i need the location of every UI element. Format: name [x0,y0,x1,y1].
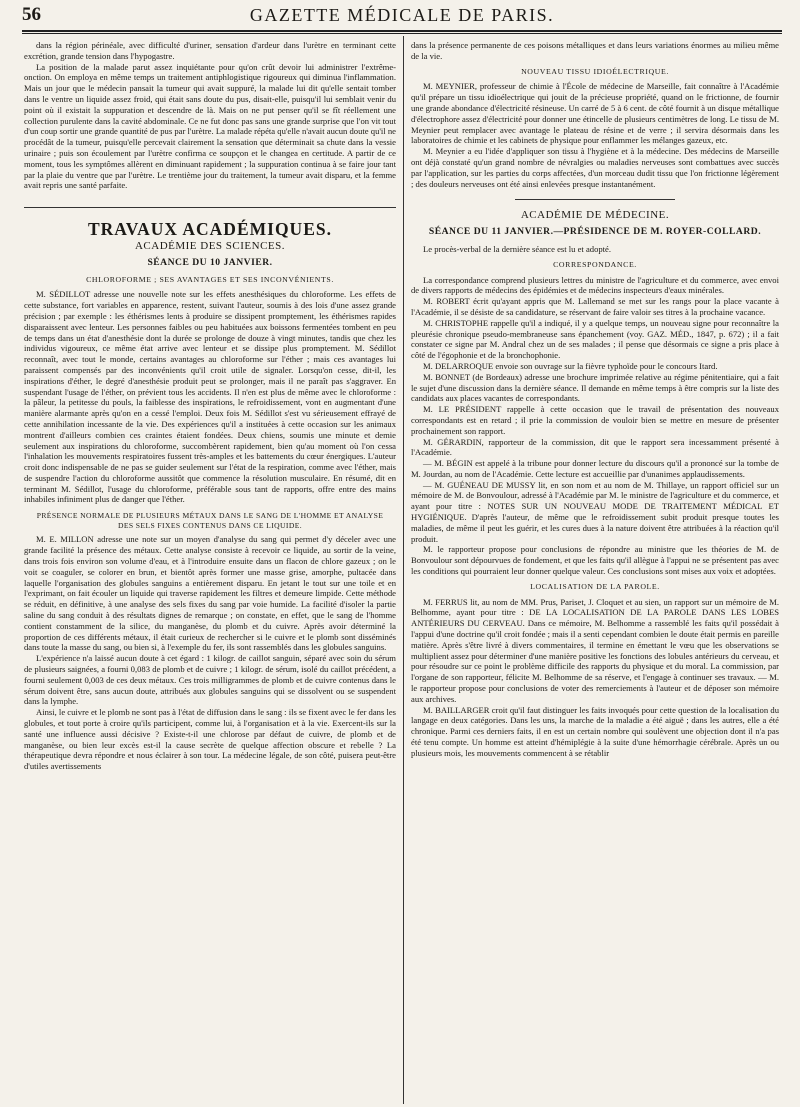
body-paragraph: M. BAILLARGER croit qu'il faut distinguer les faits invoqués pour cette question de la localisation du langage en deux catégories. Dans les uns, la marche de la maladie a été aiguë ; dans les autres, elle a été chronique. Parmi ces derniers faits, il en est un certain nombre qui soulèvent une objection dont il n'a pas été tenu compte. Un homme est atteint d'hémiplégie à la suite d'une hémorrhagie cérébrale. Après un ou plusieurs mois, les mouvements commencent à se rétablir [411,704,779,758]
body-paragraph: M. DELARROQUE envoie son ouvrage sur la fièvre typhoïde pour le concours Itard. [423,360,718,371]
page-header [22,4,782,28]
body-paragraph: L'expérience n'a laissé aucun doute à cet égard : 1 kilogr. de caillot sanguin, séparé avec soin du sérum de plusieurs saignées, a fourni 0,083 de plomb et de cuivre ; 1 kilogr. de sérum, isolé du caillot précédent, a fourni seulement 0,003 de ces deux métaux. Ces trois milligrammes de plomb et de cuivre contenus dans le sérum doivent être, sans aucun doute, attribués aux globules sanguins qui se dissolvent ou se suspendent dans la lymphe. [24,653,396,707]
body-paragraph: M. ROBERT écrit qu'ayant appris que M. Lallemand se met sur les rangs pour la place vacante à l'Académie, il se désiste de sa candidature, se réservant de faire valoir ses titres à la prochaine vacance. [411,296,779,317]
body-paragraph: dans la région périnéale, avec difficulté d'uriner, sensation d'ardeur dans l'urètre en terminant cette excrétion, grande tension dans l'hypogastre. [24,40,396,61]
topic-heading: CHLOROFORME ; SES AVANTAGES ET SES INCONVÉNIENTS. [86,274,334,284]
academy-heading: ACADÉMIE DE MÉDECINE. [520,209,670,222]
body-paragraph: M. MEYNIER, professeur de chimie à l'École de médecine de Marseille, fait connaître à l'Académie qu'il prépare un tissu idioélectrique qui jouit de la précieuse propriété, quand on le frictionne, de fournir une grande abondance d'électricité résineuse. Un carré de 5 à 6 cent. de côté fournit à un disque métallique d'électrophore assez d'électricité pour donner une étincelle de plusieurs centimètres de long. Le tissu de M. Meynier peut remplacer avec avantage le plateau de résine et de verre ; il servira désormais dans les laboratoires de chimie et les cabinets de physique pour enflammer les mélanges gazeux, etc. [411,81,779,146]
academy-heading: ACADÉMIE DES SCIENCES. [134,239,286,252]
body-paragraph: Ainsi, le cuivre et le plomb ne sont pas à l'état de diffusion dans le sang : ils se fixent avec le fer dans les globules, et tout porte à croire qu'ils participent, comme lui, à l'organisation et à la vie. Exercent-ils sur la santé une influence aussi décisive ? Existe-t-il une chlorose par défaut de cuivre, de plomb et de manganèse, ou bien leur excès est-il la cause secrète de quelque affection obscure et rebelle ? La thérapeutique devra répondre et nous éclairer à son tour. La médecine légale, de son côté, puisera peut-être d'utiles avertissements [24,707,396,772]
topic-heading-line: DES SELS FIXES CONTENUS DANS CE LIQUIDE. [117,520,303,530]
topic-heading: LOCALISATION DE LA PAROLE. [530,581,660,591]
body-paragraph: La correspondance comprend plusieurs lettres du ministre de l'agriculture et du commerce, avec envoi de divers rapports de médecins des épidémies et de médecins inspecteurs d'eaux minérales. [411,274,779,296]
body-paragraph: dans la présence permanente de ces poisons métalliques et dans leurs variations énormes au milieu même de la vie. [411,40,779,61]
topic-heading: CORRESPONDANCE. [553,259,637,269]
body-paragraph: M. SÉDILLOT adresse une nouvelle note sur les effets anesthésiques du chloroforme. Les effets de cette substance, fort variables en apparence, restent, suivant l'auteur, soumis à des lois d'une assez grande précision ; par exemple : les éthérismes lents à produire se dissipent promptement, les éthérismes rapides disparaissent avec lenteur. Les personnes faibles ou peu habituées aux boissons fermentées tombent en peu de temps dans un état d'anesthésie dont la durée se prolonge de douze à vingt minutes, tandis que chez les individus vigoureux, ce même état arrive avec lenteur et se dissipe plus promptement. M. Sédillot reconnaît, avec tout le monde, certains avantages au chloroforme sur l'éther ; mais ces avantages lui paraissent compensés par des inconvénients qu'il croit utile de signaler. Lorsqu'on cesse, dit-il, les inspirations d'éther, le degré d'anesthésie produit peut se prolonger, mais il ne paraît pas s'aggraver. En suspendant l'usage de l'éther, on prévient tous les accidents. Il n'en est plus de même avec le chloroforme : la pâleur, la petitesse du pouls, la faiblesse des inspirations, le refroidissement, vont en augmentant d'une manière alarmante après qu'on en a cessé l'emploi. Deux fois M. Sédillot s'est vu sérieusement effrayé de cette annihilation incessante de la vie. Des expériences qu'il a instituées à cette occasion sur les animaux montrent d'ailleurs combien ces craintes étaient fondées. Deux chiens, soumis une minute et demie seulement aux inspirations du chloroforme, succombèrent rapidement, bien qu'au moment où l'on cessa l'inhalation les mouvements respiratoires fussent très-amples et les battements du cœur énergiques. L'auteur croit donc indispensable de ne pas se guider seulement sur l'état de la respiration, comme avec l'éther, mais de suspendre l'action du chloroforme aussitôt que commence la résolution musculaire. En résumé, dit en terminant M. Sédillot, l'usage du chloroforme, préférable sous tant de rapports, offre entre des mains inhabiles infiniment plus de danger que l'éther. [24,289,396,505]
seance-heading: SÉANCE DU 11 JANVIER.—PRÉSIDENCE DE M. ROYER-COLLARD. [428,226,762,238]
body-paragraph: M. GÉRARDIN, rapporteur de la commission, dit que le rapport sera incessamment présenté à l'Académie. [411,436,779,458]
left-column [24,40,396,1104]
section-rule [24,207,396,208]
body-paragraph: M. LE PRÉSIDENT rappelle à cette occasion que le travail de présentation des nouveaux correspondants est en retard ; il prie la commission de vouloir bien se mettre en mesure de présenter prochainement son rapport. [411,404,779,436]
body-paragraph: M. BONNET (de Bordeaux) adresse une brochure imprimée relative au régime pénitentiaire, qui a fait le sujet d'une discussion dans la dernière séance. Il demande en même temps à être compris sur la liste des candidats aux places vacantes de correspondants. [411,371,779,404]
body-paragraph: M. Meynier a eu l'idée d'appliquer son tissu à l'hygiène et à la médecine. Des médecins de Marseille ont déjà constaté qu'un grand nombre de névralgies ou maladies nerveuses sont combattues avec succès par l'application, sur les parties du corps affectées, d'un morceau dudit tissu que l'on frictionne légèrement ; des douleurs nerveuses ont été ainsi enlevées presque instantanément. [411,146,779,189]
body-paragraph: La position de la malade parut assez inquiétante pour qu'on crût devoir lui administrer l'extrême-onction. On employa en même temps un traitement antiphlogistique rigoureux qui diminua l'inflammation. Mais un jour que le médecin pansait la tumeur qui avait suppuré, la malade lui dit qu'elle sentait tomber dans le ventre un liquide assez froid, qui était sans doute du pus, disait-elle, puisqu'il lui semblait venir du point où il existait la suppuration et descendre de là. Mais on ne put penser qu'il se fît réellement une collection purulente dans la cavité abdominale. Ce ne fut donc pas sans une grande surprise que l'on vit tout d'un coup sortir une grande quantité de pus par l'urètre. La malade répéta qu'elle n'avait aucun doute qu'il ne procédât de la tumeur, puisqu'elle percevait clairement la sensation que déterminait sa chute dans la vessie urinaire ; puis son écoulement par l'urètre confirma ce soupçon et le changea en certitude. A partir de ce moment, tous les symptômes allèrent en diminuant rapidement ; la suppuration continua à se faire jour tant par la plaie du ventre que par l'urètre. Le trentième jour du traitement, la tumeur avait disparu, et la femme avait repris une santé parfaite. [24,61,396,191]
header-rule-thin [22,33,782,34]
body-paragraph: M. le rapporteur propose pour conclusions de répondre au ministre que les théories de M. de Bonvoulour sont dépourvues de fondement, et que les faits qu'il allègue à l'appui ne se présentent pas avec les conditions qui pourraient leur donner quelque valeur. Ces conclusions sont mises aux voix et adoptées. [411,544,779,577]
body-paragraph: M. CHRISTOPHE rappelle qu'il a indiqué, il y a quelque temps, un nouveau signe pour reconnaître la pleurésie chronique pseudo-membraneuse sans épanchement (voy. GAZ. MÉD., 1847, p. 672) ; il a fait constater ce signe par M. Andral chez un de ses malades ; il pense que désormais ce signe a pris place à côté de l'égophonie et de la bronchophonie. [411,317,779,361]
topic-heading-line: PRÉSENCE NORMALE DE PLUSIEURS MÉTAUX DANS LE SANG DE L'HOMME ET ANALYSE [36,511,384,521]
body-paragraph: Le procès-verbal de la dernière séance est lu et adopté. [423,243,612,254]
header-rule [22,30,782,32]
section-rule [515,199,675,200]
body-paragraph: M. E. MILLON adresse une note sur un moyen d'analyse du sang qui permet d'y déceler avec une grande facilité la présence des métaux. Cette analyse consiste à recevoir ce liquide, au sortir de la veine, dans trois fois environ son volume d'eau, et à l'introduire ensuite dans un flacon de chlore gazeux ; on le voit se coaguler, se colorer en brun, et bientôt après former une masse grise, amorphe, pultacée dans laquelle l'organisation des globules sanguins a entièrement disparu. En jetant le tout sur une toile et en l'exprimant, on fait écouler un liquide qui traverse rapidement les filtres et demeure limpide. Cette méthode se réduit, en définitive, à une analyse des sels fixes du sang par voie humide. La facilité d'isoler la partie saline du sang conduit à des résultats dignes de remarque ; on constate, en effet, que le sang de l'homme contient constamment de la silice, du manganèse, du plomb et du cuivre. Après avoir déterminé la proportion de ces différents métaux, il était curieux de rechercher si le cuivre et le plomb sont disséminés dans toute la masse du sang, ou bien si, à l'exemple du fer, ils sont rassemblés dans les globules sanguins. [24,534,396,653]
body-paragraph: — M. GUÉNEAU DE MUSSY lit, en son nom et au nom de M. Thillaye, un rapport officiel sur un mémoire de M. de Bonvoulour, adressé à l'Académie par M. le ministre de l'agriculture et du commerce, et ayant pour titre : NOTES SUR UN NOUVEAU MODE DE TRAITEMENT MÉDICAL ET HYGIÉNIQUE. D'après l'auteur, de même que le refroidissement subit produit presque toutes les maladies, de même il peut les guérir, et les cures dues à la nature doivent être attribuées à la réaction qu'il produit. [411,479,779,544]
right-column [411,40,779,1104]
masthead-title: GAZETTE MÉDICALE DE PARIS. [249,5,555,25]
section-title: TRAVAUX ACADÉMIQUES. [88,219,332,240]
body-paragraph: — M. BÉGIN est appelé à la tribune pour donner lecture du discours qu'il a prononcé sur la tombe de M. Jourdan, au nom de l'Académie. Cette lecture est accueillie par d'unanimes applaudissements. [411,458,779,479]
topic-heading: NOUVEAU TISSU IDIOÉLECTRIQUE. [521,66,669,76]
topic-heading [24,511,396,530]
seance-heading: SÉANCE DU 10 JANVIER. [147,256,273,268]
body-paragraph: M. FERRUS lit, au nom de MM. Prus, Pariset, J. Cloquet et au sien, un rapport sur un mémoire de M. Belhomme, ayant pour titre : DE LA LOCALISATION DE LA PAROLE DANS LES LOBES ANTÉRIEURS DU CERVEAU. Dans ce mémoire, M. Belhomme a rassemblé les faits qu'il possédait à l'appui d'une doctrine qu'il croit fondée ; mais il a senti cependant combien le doute était permis en pareille matière. Après s'être livré à divers commentaires, il termine en émettant le vœu que les observations se multiplient assez pour déterminer d'une manière positive les fonctions des lobules antérieurs du cerveau, et pour résoudre sur ce point le problème difficile des rapports du physique et du moral. La commission, par l'organe de son rapporteur, félicite M. Belhomme de sa réserve, et l'engage à continuer ses travaux. — M. le rapporteur propose pour conclusions de voter des remerciements à l'auteur et de déposer son mémoire aux archives. [411,596,779,704]
page-number: 56 [22,4,41,25]
column-divider [403,36,404,1104]
